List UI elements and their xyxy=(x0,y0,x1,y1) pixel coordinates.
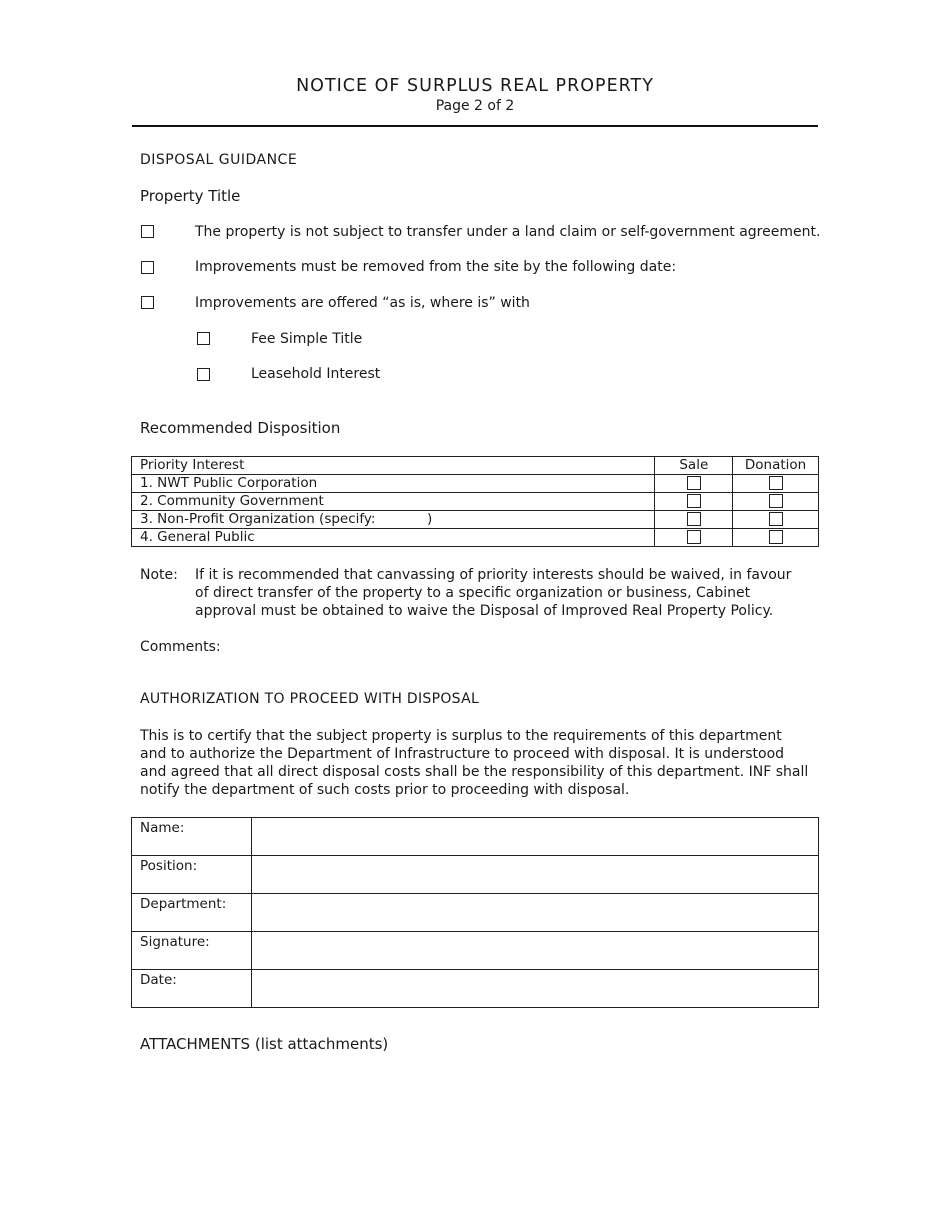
priority-interest-cell: 1. NWT Public Corporation xyxy=(132,475,655,493)
sale-checkbox[interactable] xyxy=(687,512,701,526)
checkbox-no-land-claim[interactable] xyxy=(141,225,154,238)
field-label-department: Department: xyxy=(132,894,252,932)
disposition-table xyxy=(131,456,819,547)
field-label-date: Date: xyxy=(132,970,252,1008)
disposal-guidance-heading: DISPOSAL GUIDANCE xyxy=(140,152,298,168)
guidance-item-no-land-claim: The property is not subject to transfer under a land claim or self-government agreement. xyxy=(195,224,821,240)
table-row xyxy=(132,475,819,493)
table-row xyxy=(132,856,819,894)
checkbox-leasehold-interest[interactable] xyxy=(197,368,210,381)
sale-checkbox[interactable] xyxy=(687,494,701,508)
checkbox-as-is-where-is[interactable] xyxy=(141,296,154,309)
table-row xyxy=(132,493,819,511)
authorization-table xyxy=(131,817,819,1008)
table-row xyxy=(132,932,819,970)
sub-item-fee-simple-title: Fee Simple Title xyxy=(251,331,363,347)
comments-label: Comments: xyxy=(140,639,221,655)
department-field[interactable] xyxy=(252,894,819,932)
priority-interest-cell: 3. Non-Profit Organization (specify: ) xyxy=(132,511,655,529)
checkbox-improvements-removed[interactable] xyxy=(141,261,154,274)
guidance-item-as-is-where-is: Improvements are offered “as is, where is” with xyxy=(195,295,530,311)
table-header-row xyxy=(132,457,819,475)
priority-interest-cell: 2. Community Government xyxy=(132,493,655,511)
donation-checkbox[interactable] xyxy=(769,494,783,508)
donation-checkbox[interactable] xyxy=(769,476,783,490)
table-row xyxy=(132,511,819,529)
column-header-priority-interest: Priority Interest xyxy=(132,457,655,475)
donation-checkbox[interactable] xyxy=(769,512,783,526)
table-row xyxy=(132,894,819,932)
property-title-label: Property Title xyxy=(140,187,241,205)
checkbox-fee-simple-title[interactable] xyxy=(197,332,210,345)
column-header-sale: Sale xyxy=(655,457,733,475)
table-row xyxy=(132,970,819,1008)
table-row xyxy=(132,529,819,547)
name-field[interactable] xyxy=(252,818,819,856)
document-title: NOTICE OF SURPLUS REAL PROPERTY xyxy=(296,76,654,96)
attachments-heading: ATTACHMENTS (list attachments) xyxy=(140,1035,389,1053)
recommended-disposition-heading: Recommended Disposition xyxy=(140,419,341,437)
sale-checkbox[interactable] xyxy=(687,476,701,490)
header-divider xyxy=(132,125,818,127)
page-number: Page 2 of 2 xyxy=(435,98,515,114)
guidance-item-improvements-removed: Improvements must be removed from the site by the following date: xyxy=(195,259,677,275)
column-header-donation: Donation xyxy=(733,457,819,475)
field-label-signature: Signature: xyxy=(132,932,252,970)
sub-item-leasehold-interest: Leasehold Interest xyxy=(251,366,381,382)
sale-checkbox[interactable] xyxy=(687,530,701,544)
field-label-name: Name: xyxy=(132,818,252,856)
signature-field[interactable] xyxy=(252,932,819,970)
position-field[interactable] xyxy=(252,856,819,894)
table-row xyxy=(132,818,819,856)
field-label-position: Position: xyxy=(132,856,252,894)
authorization-heading: AUTHORIZATION TO PROCEED WITH DISPOSAL xyxy=(140,691,480,707)
authorization-text: This is to certify that the subject property is surplus to the requirements of this department and to authorize the Department of Infrastructure to proceed with disposal. It is understood and agreed that all direct disposal costs shall be the responsibility of this department. INF shall notify the department of such costs prior to proceeding with disposal. xyxy=(140,728,809,798)
note-label: Note: xyxy=(140,567,178,583)
date-field[interactable] xyxy=(252,970,819,1008)
note-text: If it is recommended that canvassing of priority interests should be waived, in favour of direct transfer of the property to a specific organization or business, Cabinet approval must be obtained to waive the Disposal of Improved Real Property Policy. xyxy=(195,567,792,619)
donation-checkbox[interactable] xyxy=(769,530,783,544)
priority-interest-cell: 4. General Public xyxy=(132,529,655,547)
